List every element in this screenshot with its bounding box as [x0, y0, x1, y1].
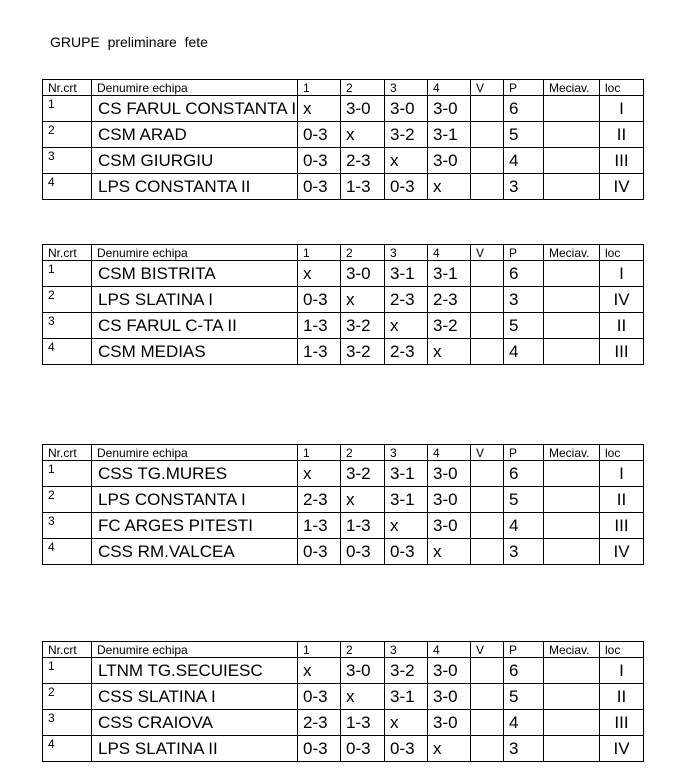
cell-result-1: 1-3	[298, 313, 341, 339]
cell-mediav	[544, 658, 600, 684]
header-v: V	[471, 642, 504, 658]
page-title: GRUPE preliminare fete	[50, 34, 208, 50]
cell-mediav	[544, 513, 600, 539]
cell-loc: I	[600, 261, 644, 287]
cell-p: 5	[504, 684, 544, 710]
table-row	[43, 122, 644, 148]
cell-p: 6	[504, 658, 544, 684]
cell-result-1: 2-3	[298, 487, 341, 513]
cell-nr: 4	[43, 339, 92, 365]
header-p: P	[504, 445, 544, 461]
header-c1: 1	[298, 245, 341, 261]
cell-loc: II	[600, 684, 644, 710]
cell-result-2: 0-3	[341, 736, 385, 762]
cell-mediav	[544, 122, 600, 148]
header-mediav: Meciav.	[544, 642, 600, 658]
cell-result-2: x	[341, 684, 385, 710]
cell-result-3: x	[385, 148, 428, 174]
cell-mediav	[544, 96, 600, 122]
cell-v	[471, 122, 504, 148]
cell-v	[471, 736, 504, 762]
table-header-row	[43, 642, 644, 658]
cell-result-2: 1-3	[341, 710, 385, 736]
cell-v	[471, 710, 504, 736]
cell-v	[471, 287, 504, 313]
cell-result-1: 0-3	[298, 122, 341, 148]
cell-result-4: x	[428, 736, 471, 762]
cell-mediav	[544, 710, 600, 736]
cell-loc: I	[600, 658, 644, 684]
cell-loc: I	[600, 96, 644, 122]
cell-result-2: 3-0	[341, 96, 385, 122]
cell-p: 4	[504, 710, 544, 736]
cell-result-1: 2-3	[298, 710, 341, 736]
cell-mediav	[544, 261, 600, 287]
cell-v	[471, 461, 504, 487]
header-c2: 2	[341, 642, 385, 658]
table-row	[43, 736, 644, 762]
cell-nr: 4	[43, 539, 92, 565]
header-c2: 2	[341, 80, 385, 96]
cell-result-4: 3-0	[428, 710, 471, 736]
cell-nr: 1	[43, 96, 92, 122]
cell-nr: 2	[43, 684, 92, 710]
cell-v	[471, 487, 504, 513]
cell-team-name: CSM ARAD	[92, 122, 298, 148]
cell-result-3: 3-1	[385, 461, 428, 487]
cell-loc: IV	[600, 287, 644, 313]
header-c4: 4	[428, 642, 471, 658]
cell-result-2: 0-3	[341, 539, 385, 565]
header-name: Denumire echipa	[92, 245, 298, 261]
cell-mediav	[544, 339, 600, 365]
cell-team-name: CSM BISTRITA	[92, 261, 298, 287]
header-loc: loc	[600, 642, 644, 658]
cell-nr: 2	[43, 287, 92, 313]
header-c2: 2	[341, 445, 385, 461]
cell-result-3: 0-3	[385, 539, 428, 565]
cell-team-name: CSS TG.MURES	[92, 461, 298, 487]
header-nr: Nr.crt	[43, 445, 92, 461]
header-nr: Nr.crt	[43, 80, 92, 96]
cell-result-2: 3-2	[341, 461, 385, 487]
cell-result-2: x	[341, 287, 385, 313]
cell-result-4: 3-0	[428, 658, 471, 684]
header-name: Denumire echipa	[92, 80, 298, 96]
cell-loc: IV	[600, 539, 644, 565]
cell-result-3: 3-2	[385, 658, 428, 684]
cell-loc: III	[600, 339, 644, 365]
header-v: V	[471, 445, 504, 461]
cell-loc: II	[600, 487, 644, 513]
cell-result-2: 3-0	[341, 261, 385, 287]
header-c1: 1	[298, 642, 341, 658]
cell-team-name: CSS CRAIOVA	[92, 710, 298, 736]
cell-result-1: 1-3	[298, 513, 341, 539]
cell-nr: 3	[43, 148, 92, 174]
table-row	[43, 487, 644, 513]
cell-result-4: 2-3	[428, 287, 471, 313]
cell-v	[471, 539, 504, 565]
cell-result-4: 3-0	[428, 513, 471, 539]
table-header-row	[43, 245, 644, 261]
cell-mediav	[544, 148, 600, 174]
cell-result-3: x	[385, 513, 428, 539]
cell-p: 3	[504, 287, 544, 313]
header-name: Denumire echipa	[92, 445, 298, 461]
cell-team-name: FC ARGES PITESTI	[92, 513, 298, 539]
cell-result-4: x	[428, 539, 471, 565]
header-c3: 3	[385, 245, 428, 261]
table-row	[43, 148, 644, 174]
cell-result-2: 1-3	[341, 174, 385, 200]
cell-v	[471, 658, 504, 684]
cell-v	[471, 313, 504, 339]
cell-p: 6	[504, 96, 544, 122]
cell-result-3: 3-1	[385, 487, 428, 513]
cell-team-name: LPS SLATINA II	[92, 736, 298, 762]
table-row	[43, 539, 644, 565]
cell-mediav	[544, 461, 600, 487]
cell-nr: 2	[43, 122, 92, 148]
cell-nr: 2	[43, 487, 92, 513]
cell-result-1: 0-3	[298, 736, 341, 762]
cell-team-name: CSM GIURGIU	[92, 148, 298, 174]
header-p: P	[504, 642, 544, 658]
cell-nr: 3	[43, 313, 92, 339]
header-nr: Nr.crt	[43, 245, 92, 261]
cell-result-1: 0-3	[298, 539, 341, 565]
cell-result-1: x	[298, 658, 341, 684]
cell-nr: 1	[43, 261, 92, 287]
cell-mediav	[544, 174, 600, 200]
cell-v	[471, 261, 504, 287]
cell-mediav	[544, 487, 600, 513]
cell-nr: 3	[43, 710, 92, 736]
cell-mediav	[544, 539, 600, 565]
cell-nr: 1	[43, 658, 92, 684]
cell-p: 6	[504, 261, 544, 287]
header-c4: 4	[428, 80, 471, 96]
cell-result-4: 3-0	[428, 148, 471, 174]
cell-v	[471, 339, 504, 365]
table-row	[43, 174, 644, 200]
cell-result-3: 3-1	[385, 261, 428, 287]
group-table-1	[42, 79, 644, 200]
cell-p: 5	[504, 313, 544, 339]
table-row	[43, 658, 644, 684]
cell-result-3: 3-2	[385, 122, 428, 148]
cell-team-name: LPS CONSTANTA II	[92, 174, 298, 200]
cell-loc: III	[600, 710, 644, 736]
table-row	[43, 339, 644, 365]
cell-result-3: 3-1	[385, 684, 428, 710]
cell-result-3: 2-3	[385, 287, 428, 313]
header-c3: 3	[385, 642, 428, 658]
cell-mediav	[544, 313, 600, 339]
cell-mediav	[544, 684, 600, 710]
cell-loc: I	[600, 461, 644, 487]
cell-p: 5	[504, 122, 544, 148]
header-p: P	[504, 245, 544, 261]
cell-team-name: CSS SLATINA I	[92, 684, 298, 710]
cell-team-name: CSM MEDIAS	[92, 339, 298, 365]
cell-p: 6	[504, 461, 544, 487]
cell-result-3: 0-3	[385, 174, 428, 200]
header-loc: loc	[600, 80, 644, 96]
header-mediav: Meciav.	[544, 80, 600, 96]
header-loc: loc	[600, 245, 644, 261]
cell-result-1: x	[298, 96, 341, 122]
cell-result-4: 3-0	[428, 96, 471, 122]
cell-result-4: 3-1	[428, 122, 471, 148]
header-c4: 4	[428, 245, 471, 261]
cell-result-3: x	[385, 313, 428, 339]
table-row	[43, 96, 644, 122]
cell-result-4: 3-2	[428, 313, 471, 339]
cell-result-1: 0-3	[298, 148, 341, 174]
cell-mediav	[544, 287, 600, 313]
cell-result-3: x	[385, 710, 428, 736]
cell-result-2: 1-3	[341, 513, 385, 539]
cell-result-1: x	[298, 261, 341, 287]
cell-result-4: 3-0	[428, 461, 471, 487]
cell-result-2: 3-2	[341, 313, 385, 339]
cell-result-2: 3-2	[341, 339, 385, 365]
cell-v	[471, 148, 504, 174]
header-c2: 2	[341, 245, 385, 261]
header-p: P	[504, 80, 544, 96]
cell-team-name: LPS SLATINA I	[92, 287, 298, 313]
cell-result-2: 2-3	[341, 148, 385, 174]
table-row	[43, 513, 644, 539]
cell-result-4: 3-1	[428, 261, 471, 287]
table-row	[43, 287, 644, 313]
cell-mediav	[544, 736, 600, 762]
cell-result-3: 0-3	[385, 736, 428, 762]
cell-result-2: x	[341, 487, 385, 513]
cell-team-name: CS FARUL C-TA II	[92, 313, 298, 339]
cell-result-4: 3-0	[428, 487, 471, 513]
cell-loc: IV	[600, 736, 644, 762]
cell-nr: 4	[43, 174, 92, 200]
cell-loc: III	[600, 513, 644, 539]
header-c1: 1	[298, 445, 341, 461]
cell-result-1: 0-3	[298, 287, 341, 313]
cell-loc: II	[600, 313, 644, 339]
header-c1: 1	[298, 80, 341, 96]
cell-v	[471, 684, 504, 710]
cell-p: 4	[504, 513, 544, 539]
cell-v	[471, 96, 504, 122]
header-c3: 3	[385, 80, 428, 96]
table-row	[43, 313, 644, 339]
cell-result-1: 0-3	[298, 684, 341, 710]
table-row	[43, 261, 644, 287]
cell-loc: III	[600, 148, 644, 174]
table-row	[43, 710, 644, 736]
header-nr: Nr.crt	[43, 642, 92, 658]
cell-team-name: LTNM TG.SECUIESC	[92, 658, 298, 684]
cell-v	[471, 174, 504, 200]
cell-result-1: 0-3	[298, 174, 341, 200]
group-table-2	[42, 244, 644, 365]
cell-p: 4	[504, 339, 544, 365]
cell-result-1: 1-3	[298, 339, 341, 365]
header-v: V	[471, 80, 504, 96]
cell-result-2: x	[341, 122, 385, 148]
cell-nr: 1	[43, 461, 92, 487]
cell-loc: IV	[600, 174, 644, 200]
cell-loc: II	[600, 122, 644, 148]
cell-nr: 4	[43, 736, 92, 762]
cell-team-name: CSS RM.VALCEA	[92, 539, 298, 565]
header-c3: 3	[385, 445, 428, 461]
cell-p: 3	[504, 736, 544, 762]
cell-p: 5	[504, 487, 544, 513]
cell-result-4: x	[428, 174, 471, 200]
cell-result-3: 2-3	[385, 339, 428, 365]
cell-result-2: 3-0	[341, 658, 385, 684]
cell-result-4: 3-0	[428, 684, 471, 710]
header-loc: loc	[600, 445, 644, 461]
header-c4: 4	[428, 445, 471, 461]
table-row	[43, 461, 644, 487]
table-header-row	[43, 80, 644, 96]
cell-team-name: LPS CONSTANTA I	[92, 487, 298, 513]
cell-p: 4	[504, 148, 544, 174]
cell-p: 3	[504, 539, 544, 565]
header-mediav: Meciav.	[544, 245, 600, 261]
header-v: V	[471, 245, 504, 261]
cell-team-name: CS FARUL CONSTANTA I	[92, 96, 298, 122]
header-mediav: Meciav.	[544, 445, 600, 461]
group-table-3	[42, 444, 644, 565]
table-header-row	[43, 445, 644, 461]
cell-nr: 3	[43, 513, 92, 539]
cell-result-4: x	[428, 339, 471, 365]
cell-p: 3	[504, 174, 544, 200]
header-name: Denumire echipa	[92, 642, 298, 658]
cell-v	[471, 513, 504, 539]
group-table-4	[42, 641, 644, 762]
cell-result-1: x	[298, 461, 341, 487]
table-row	[43, 684, 644, 710]
cell-result-3: 3-0	[385, 96, 428, 122]
